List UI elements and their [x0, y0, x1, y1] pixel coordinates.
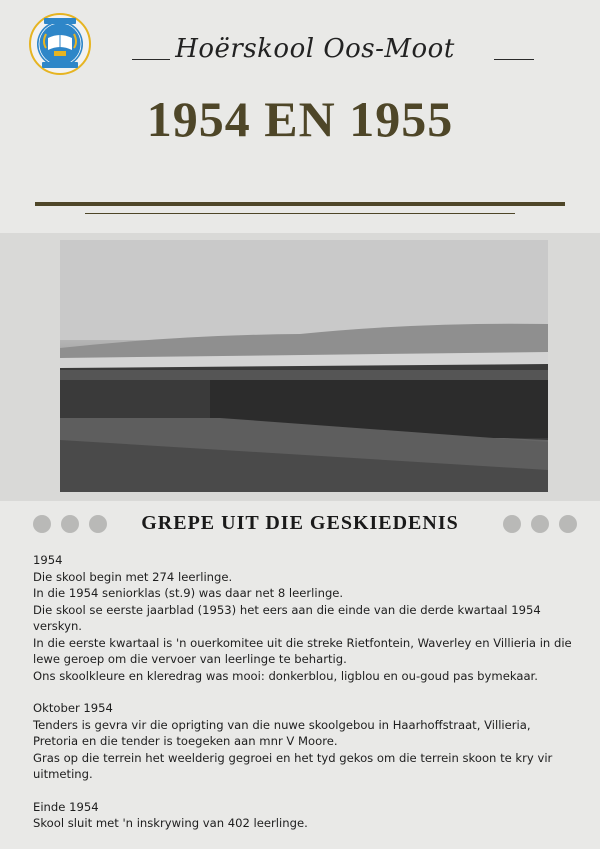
photo-scene — [60, 240, 548, 492]
block-line: Die skool se eerste jaarblad (1953) het eers aan die einde van die derde kwartaal 1954 verskyn. — [33, 602, 541, 633]
school-name-row — [0, 32, 600, 72]
school-name-right-rule — [494, 59, 534, 60]
history-block — [33, 552, 573, 684]
block-heading: 1954 — [33, 553, 63, 567]
divider-thin — [85, 213, 515, 214]
section-title: GREPE UIT DIE GESKIEDENIS — [141, 512, 459, 534]
divider-thick — [35, 202, 565, 206]
school-name: Hoërskool Oos-Moot — [175, 34, 455, 64]
block-line: In die eerste kwartaal is 'n ouerkomitee uit die streke Rietfontein, Waverley en Villieria in die lewe geroep om die vervoer van leerlinge te behartig. — [33, 635, 572, 666]
historic-school-assembly-photo — [60, 240, 548, 492]
block-line: In die 1954 seniorklas (st.9) was daar net 8 leerlinge. — [33, 586, 344, 600]
block-line: Die skool begin met 274 leerlinge. — [33, 569, 233, 584]
block-heading: Oktober 1954 — [33, 701, 113, 715]
history-content — [33, 552, 573, 848]
block-line: Ons skoolkleure en kleredrag was mooi: donkerblou, ligblou en ou-goud pas bymekaar. — [33, 668, 538, 683]
block-line: Tenders is gevra vir die oprigting van die nuwe skoolgebou in Haarhoffstraat, Villieria, Pretoria en die tender is toegeken aan mnr V Moore. — [33, 717, 531, 748]
decorative-dot — [559, 515, 577, 533]
block-heading: Einde 1954 — [33, 799, 99, 814]
page-title: 1954 EN 1955 — [146, 91, 454, 147]
block-line: Gras op die terrein het weelderig gegroei en het tyd gekos om die terrein skoon te kry vir uitmeting. — [33, 750, 553, 781]
decorative-dot — [531, 515, 549, 533]
decorative-dot — [503, 515, 521, 533]
block-line: Skool sluit met 'n inskrywing van 402 leerlinge. — [33, 816, 308, 830]
history-block — [33, 799, 573, 832]
history-block — [33, 700, 573, 783]
